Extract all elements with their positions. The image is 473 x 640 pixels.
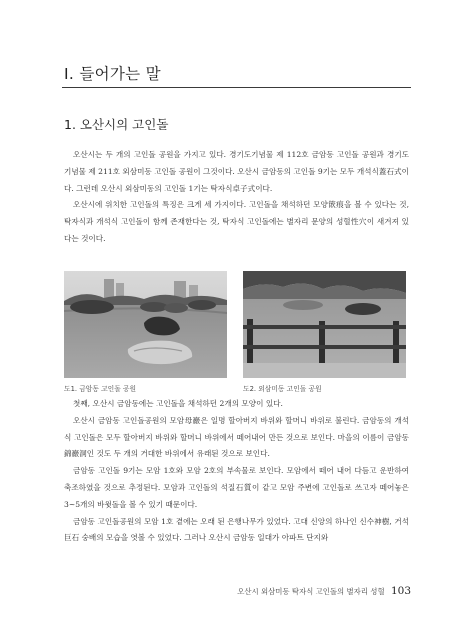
figure-geumam-photo <box>64 271 227 378</box>
paragraph: 금암동 고인돌공원의 모암 1호 곁에는 오래 된 은행나무가 있었다. 고대 신앙의 하나인 신수神樹, 거석巨石 숭배의 모습을 엿볼 수 있었다. 그러나 오산시 금암동 일대가 아파트 단지와 <box>64 516 409 543</box>
body-paragraphs <box>64 396 409 547</box>
page-footer <box>237 585 411 597</box>
figure-caption: 도2. 외삼미동 고인돌 공원 <box>243 385 322 393</box>
figure-caption: 도1. 금암동 고인돌 공원 <box>64 385 137 393</box>
paragraph: 금암동 고인돌 9기는 모암 1호와 모암 2호의 부속물로 보인다. 모암에서 떼어 내어 다듬고 운반하여 축조하였을 것으로 추정된다. 모암과 고인돌의 석질石質이 같고 모암 주변에 고인돌로 쓰고자 떼어놓은 3~5개의 바윗돌을 볼 수 있기 때문이다. <box>64 466 409 509</box>
figure-oesammi-photo <box>243 271 406 378</box>
chapter-divider <box>62 87 411 88</box>
chapter-title: Ⅰ. 들어가는 말 <box>64 65 161 83</box>
section-title: 1. 오산시의 고인돌 <box>64 117 169 132</box>
paragraph: 오산시는 두 개의 고인돌 공원을 가지고 있다. 경기도기념물 제 112호 금암동 고인돌 공원과 경기도 기념물 제 211호 외삼미동 고인돌 공원이 그것이다. 오산시 금암동의 고인돌 9기는 모두 개석식蓋石式이다. 그런데 오산시 외삼미동의 고인돌 1기는 탁자식卓子式이다. <box>64 150 409 193</box>
running-title: 오산시 외삼미동 탁자식 고인돌의 별자리 성혈 <box>237 587 385 596</box>
paragraph: 첫째, 오산시 금암동에는 고인돌을 채석하던 2개의 모양이 있다. <box>73 399 283 408</box>
page-number: 103 <box>390 585 411 597</box>
intro-paragraphs <box>64 147 409 248</box>
paragraph: 오산시에 위치한 고인돌의 특징은 크게 세 가지이다. 고인돌을 채석하던 모양篏痕을 볼 수 있다는 것, 탁자식과 개석식 고인돌이 함께 존재한다는 것, 탁자식 고인돌에는 별자리 문양의 성혈性穴이 새겨져 있다는 것이다. <box>64 200 409 243</box>
paragraph: 오산시 금암동 고인돌공원의 모암母巖은 일명 할아버지 바위와 할머니 바위로 불린다. 금암동의 개석식 고인돌은 모두 할아버지 바위와 할머니 바위에서 떼어내어 만든 것으로 보인다. 마을의 이름이 금암동錦巖洞인 것도 두 개의 거대한 바위에서 유래된 것으로 보인다. <box>64 415 409 459</box>
